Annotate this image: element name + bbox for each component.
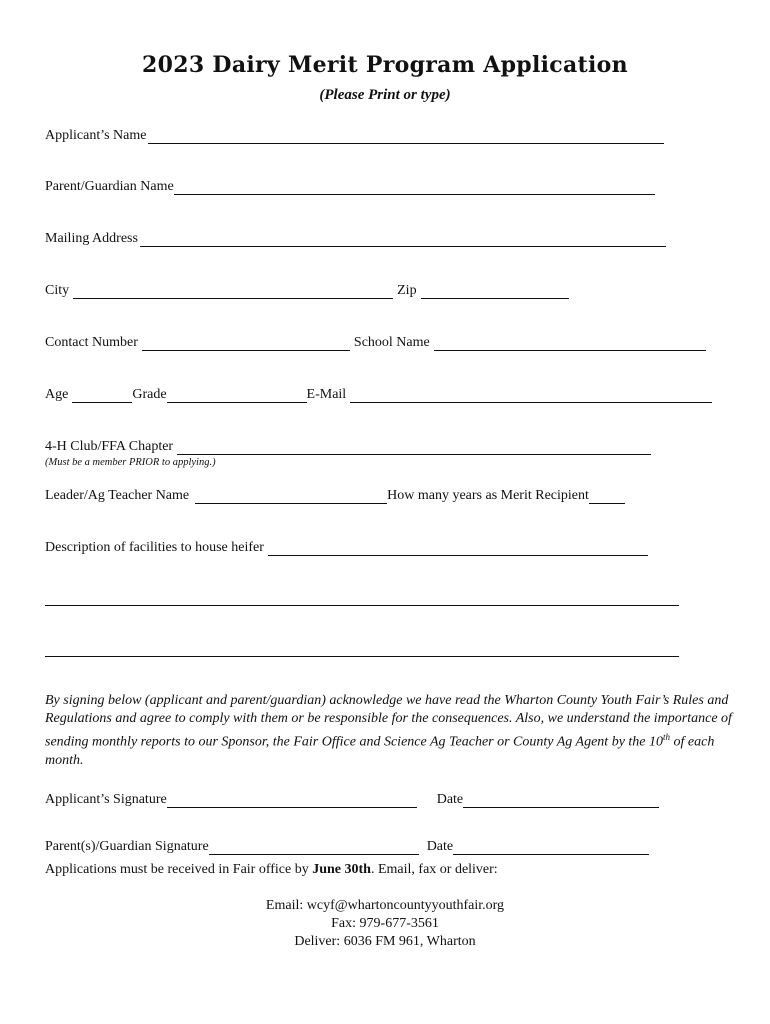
deadline: June 30th [312, 862, 371, 877]
applicant-name-label: Applicant’s Name [45, 128, 147, 143]
parent-signature-field[interactable] [209, 842, 419, 855]
age-grade-email-row [45, 387, 714, 403]
applicant-name-field[interactable] [148, 131, 664, 144]
parent-date-label: Date [426, 839, 454, 854]
club-membership-note: (Must be a member PRIOR to applying.) [45, 457, 216, 468]
parent-guardian-name-field[interactable] [174, 182, 655, 195]
page-subtitle: (Please Print or type) [319, 87, 451, 103]
mailing-address-row [45, 231, 668, 247]
school-name-label: School Name [353, 335, 430, 350]
contact-number-field[interactable] [142, 338, 350, 351]
grade-field[interactable] [167, 390, 307, 403]
facilities-row [45, 540, 650, 556]
submission-instructions: Applications must be received in Fair office by June 30th . Email, fax or deliver: [45, 862, 498, 877]
zip-label: Zip [397, 283, 417, 298]
email-label: E-Mail [306, 387, 347, 402]
parent-date-field[interactable] [453, 842, 649, 855]
submission-email: Email: wcyf@whartoncountyyouthfair.org [265, 898, 505, 913]
applicant-name-row [45, 128, 666, 144]
parent-guardian-name-row [45, 179, 657, 195]
city-zip-row [45, 283, 571, 299]
parent-signature-row [45, 839, 651, 855]
city-field[interactable] [73, 286, 393, 299]
applicant-signature-label: Applicant’s Signature [45, 792, 167, 807]
page-title: 2023 Dairy Merit Program Application [142, 52, 628, 78]
email-field[interactable] [350, 390, 712, 403]
mailing-address-field[interactable] [140, 234, 666, 247]
contact-school-row [45, 335, 708, 351]
years-recipient-label: How many years as Merit Recipient [387, 488, 589, 503]
facilities-label: Description of facilities to house heifer [45, 540, 264, 555]
zip-field[interactable] [421, 286, 569, 299]
leader-years-row [45, 488, 627, 504]
acknowledgement-text: By signing below (applicant and parent/guardian) acknowledge we have read the Wharton County Youth Fair’s Rules and Regulations and agree to comply with them or be responsible for the consequences. Also, we understand the importance of sending monthly reports to our Sponsor, the Fair Office and Science Ag Teacher or County Ag Agent by the 10th of each month. [45, 693, 732, 768]
facilities-line-3[interactable] [45, 656, 679, 657]
applicant-date-field[interactable] [463, 795, 659, 808]
grade-label: Grade [132, 387, 167, 402]
submission-address: Deliver: 6036 FM 961, Wharton [294, 934, 476, 949]
submission-fax: Fax: 979-677-3561 [331, 916, 439, 931]
years-recipient-field[interactable] [589, 491, 625, 504]
contact-number-label: Contact Number [45, 335, 138, 350]
facilities-line-2[interactable] [45, 605, 679, 606]
club-chapter-label: 4-H Club/FFA Chapter [45, 439, 174, 454]
leader-teacher-field[interactable] [195, 491, 387, 504]
age-label: Age [45, 387, 69, 402]
age-field[interactable] [72, 390, 132, 403]
mailing-address-label: Mailing Address [45, 231, 138, 246]
applicant-date-label: Date [436, 792, 464, 807]
parent-guardian-name-label: Parent/Guardian Name [45, 179, 174, 194]
school-name-field[interactable] [434, 338, 706, 351]
city-label: City [45, 283, 70, 298]
applicant-signature-field[interactable] [167, 795, 417, 808]
facilities-field[interactable] [268, 543, 648, 556]
club-chapter-field[interactable] [177, 442, 651, 455]
leader-teacher-label: Leader/Ag Teacher Name [45, 488, 190, 503]
parent-signature-label: Parent(s)/Guardian Signature [45, 839, 209, 854]
applicant-signature-row [45, 792, 661, 808]
club-chapter-row [45, 439, 653, 455]
